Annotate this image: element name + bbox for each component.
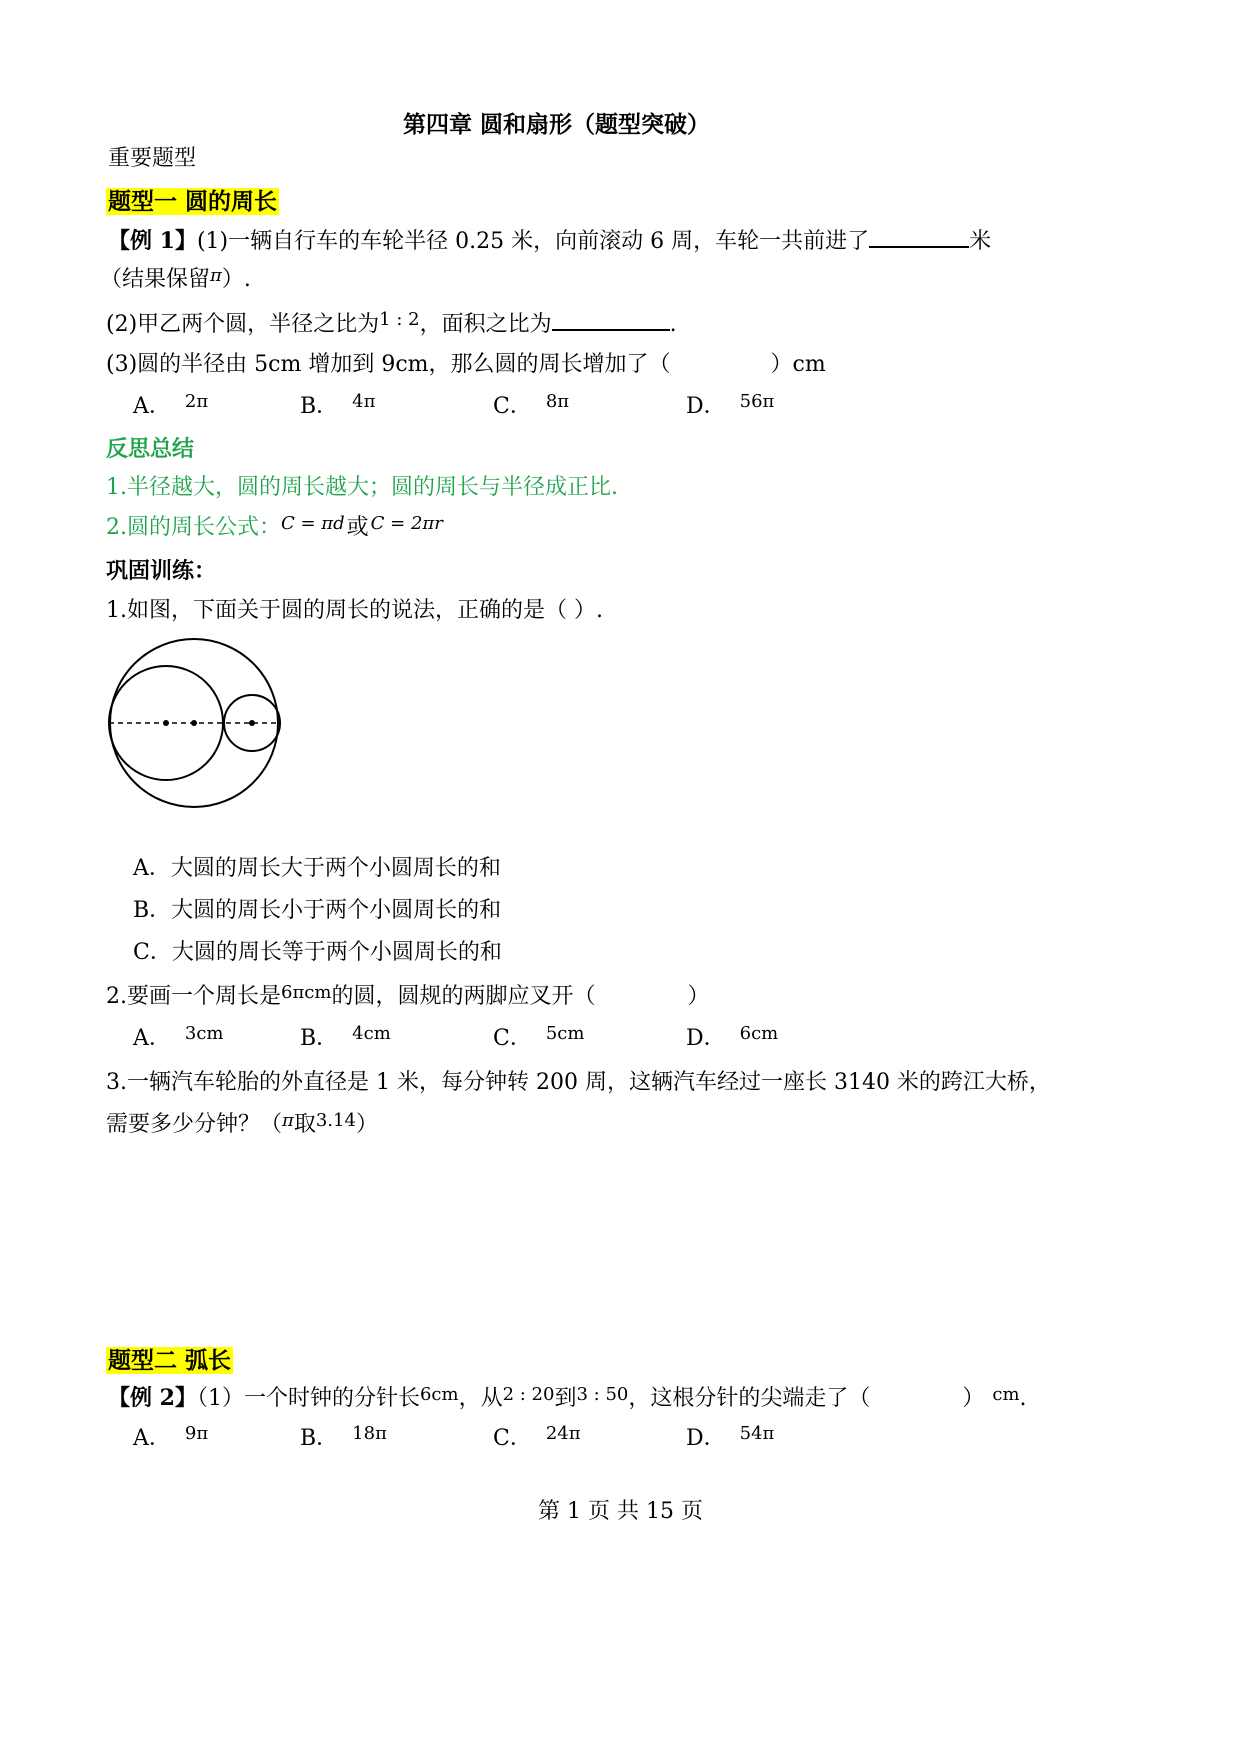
formula-diameter: C = πd bbox=[281, 513, 345, 534]
ex2-option-a[interactable]: A． $^{9\pi}$ bbox=[133, 1423, 209, 1451]
q1-option-b[interactable]: B．大圆的周长小于两个小圆周长的和 bbox=[133, 898, 502, 923]
section-heading: 重要题型 bbox=[108, 146, 197, 171]
example1-q2: (2)甲乙两个圆，半径之比为$^{1 : 2}$，面积之比为 . bbox=[106, 309, 677, 337]
reflection-heading: 反思总结 bbox=[106, 436, 195, 462]
answer-blank[interactable] bbox=[552, 307, 670, 331]
example1-q3: (3)圆的半径由 5cm 增加到 9cm，那么圆的周长增加了（ ）cm bbox=[106, 352, 826, 377]
formula-radius: C = 2πr bbox=[370, 513, 443, 534]
practice-heading: 巩固训练： bbox=[106, 558, 217, 584]
example1-q1: 【例 1】(1)一辆自行车的车轮半径 0.25 米，向前滚动 6 周，车轮一共前进了 米 bbox=[108, 224, 991, 257]
type2-heading: 题型二 弧长 bbox=[108, 1347, 232, 1374]
practice-q3-line1: 3.一辆汽车轮胎的外直径是 1 米，每分钟转 200 周，这辆汽车经过一座长 3140 米的跨江大桥， bbox=[106, 1070, 1051, 1095]
q2-option-a[interactable]: A． $^{3cm}$ bbox=[133, 1023, 224, 1051]
q1-option-a[interactable]: A．大圆的周长大于两个小圆周长的和 bbox=[133, 856, 501, 881]
page-footer: 第 1 页 共 15 页 bbox=[538, 1499, 703, 1524]
option-c[interactable]: C． $^{8\pi}$ bbox=[493, 391, 570, 419]
example2-label: 【例 2】 bbox=[108, 1385, 197, 1411]
option-d[interactable]: D． $^{56\pi}$ bbox=[686, 391, 775, 419]
center-dot bbox=[249, 720, 255, 726]
ex2-option-c[interactable]: C． $^{24\pi}$ bbox=[493, 1423, 581, 1451]
practice-q3-line2: 需要多少分钟？（$^\pi$取$^{3.14}$） bbox=[106, 1110, 378, 1137]
circles-figure bbox=[104, 634, 286, 816]
option-a[interactable]: A． $^{2\pi}$ bbox=[133, 391, 209, 419]
center-dot bbox=[163, 720, 169, 726]
example2-q1: 【例 2】（1）一个时钟的分针长$^{6cm}$，从$^{2 : 20}$到$^{3 : 50}$，这根分针的尖端走了（ ） $^{cm}$. bbox=[108, 1384, 1027, 1411]
type1-heading: 题型一 圆的周长 bbox=[108, 188, 278, 215]
example1-label: 【例 1】 bbox=[108, 228, 197, 254]
answer-blank[interactable] bbox=[869, 224, 969, 248]
ex2-option-b[interactable]: B． $^{18\pi}$ bbox=[300, 1423, 387, 1451]
center-dot bbox=[191, 720, 197, 726]
q2-option-d[interactable]: D． $^{6cm}$ bbox=[686, 1023, 779, 1051]
q2-option-b[interactable]: B． $^{4cm}$ bbox=[300, 1023, 391, 1051]
ex2-option-d[interactable]: D． $^{54\pi}$ bbox=[686, 1423, 775, 1451]
q2-option-c[interactable]: C． $^{5cm}$ bbox=[493, 1023, 585, 1051]
example1-q1-note: （结果保留$^\pi$）. bbox=[100, 265, 251, 292]
reflection-line1: 1.半径越大，圆的周长越大；圆的周长与半径成正比. bbox=[106, 475, 618, 500]
page-title: 第四章 圆和扇形（题型突破） bbox=[403, 111, 711, 138]
practice-q1: 1.如图，下面关于圆的周长的说法，正确的是（ ）. bbox=[106, 598, 603, 623]
practice-q2: 2.要画一个周长是$^{6\pi cm}$的圆，圆规的两脚应叉开（ ） bbox=[106, 982, 710, 1009]
q1-option-c[interactable]: C．大圆的周长等于两个小圆周长的和 bbox=[133, 940, 502, 965]
option-b[interactable]: B． $^{4\pi}$ bbox=[300, 391, 376, 419]
reflection-line2: 2.圆的周长公式：$^{C = \pi d}$或 $^{C = 2\pi r}$ bbox=[106, 513, 443, 540]
